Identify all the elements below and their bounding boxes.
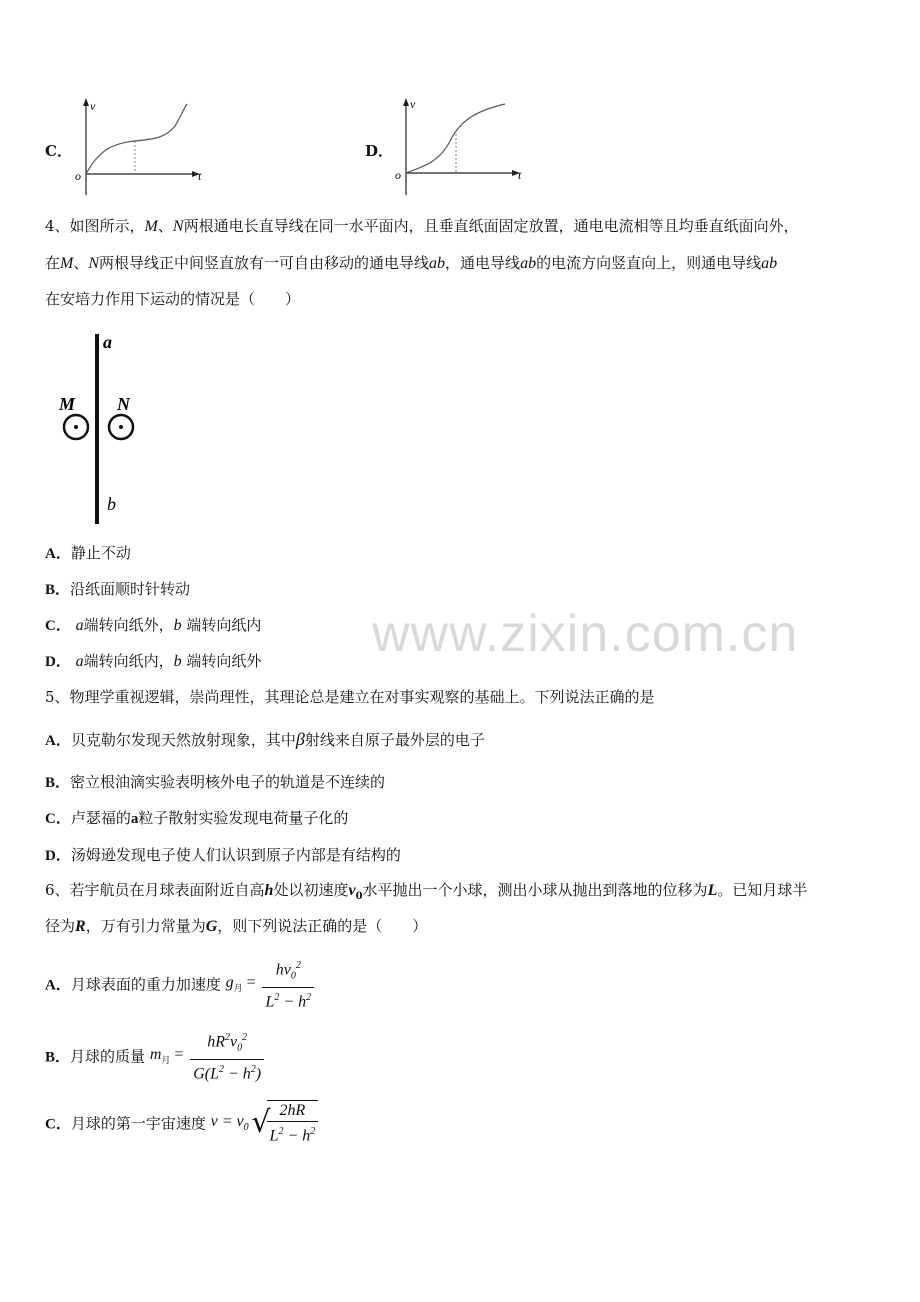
q4-option-d: D． a端转向纸内，b 端转向纸外: [45, 652, 262, 670]
formula-m-fraction: $\frac{hR^2v_0^2}{G(L^2 - h^2)}$: [190, 1028, 264, 1084]
graph-d-label: D．: [365, 142, 394, 160]
q5-option-a: A．贝克勒尔发现天然放射现象，其中β射线来自原子最外层的电子: [45, 729, 485, 749]
graph-c-v-label: v: [90, 99, 96, 113]
graph-d-t-label: t: [518, 168, 522, 182]
fig-label-a: a: [103, 332, 112, 352]
wire-n-dot: [119, 425, 123, 429]
q6-stem-line2: 径为R，万有引力常量为G，则下列说法正确的是（ ）: [45, 917, 428, 935]
graph-d-origin: o: [395, 168, 401, 182]
formula-v-lhs: $v = v_0$: [210, 1113, 249, 1134]
graph-c-label: C．: [45, 142, 72, 160]
formula-g-moon: $g_月$ =: [225, 973, 256, 994]
q5-option-c: C．卢瑟福的a粒子散射实验发现电荷量子化的: [45, 809, 349, 827]
wire-m-dot: [74, 425, 78, 429]
formula-m-moon: $m_月$ =: [149, 1045, 184, 1066]
q5-option-b: B．密立根油滴实验表明核外电子的轨道是不连续的: [45, 773, 386, 791]
fig-label-n: N: [117, 394, 130, 414]
graph-c-origin: o: [75, 169, 81, 183]
q6-option-b: B．月球的质量 $m_月$ = $\frac{hR^2v_0^2}{G(L^2 - h^2)}$: [45, 1028, 264, 1084]
q5-option-d: D．汤姆逊发现电子使人们认识到原子内部是有结构的: [45, 846, 401, 864]
fig-label-b: b: [107, 494, 116, 514]
q4-figure: [55, 330, 155, 530]
graph-d: [390, 96, 530, 196]
formula-v-fraction: $\frac{2hR}{L^2 - h^2}$: [267, 1100, 319, 1146]
formula-g-fraction: $\frac{hv_0^2}{L^2 - h^2}$: [262, 956, 314, 1012]
q4-stem-line3: 在安培力作用下运动的情况是（ ）: [45, 290, 301, 308]
q6-option-a: A．月球表面的重力加速度 $g_月$ = $\frac{hv_0^2}{L^2 - h^2}$: [45, 956, 314, 1012]
q4-option-c: C． a端转向纸外，b 端转向纸内: [45, 616, 262, 634]
q4-option-b: B．沿纸面顺时针转动: [45, 580, 191, 598]
q6-stem-line1: 6、若宇航员在月球表面附近自高h处以初速度$v_0$水平抛出一个小球，测出小球从抛出到落地的位移为L。已知月球半: [45, 881, 808, 902]
graph-c: [70, 98, 210, 198]
q4-stem-line1: 4、如图所示，M、N两根通电长直导线在同一水平面内，且垂直纸面固定放置，通电电流相等且均垂直纸面向外，: [45, 217, 799, 235]
q6-option-c: C．月球的第一宇宙速度 $v = v_0$ √ $\frac{2hR}{L^2 - h^2}$: [45, 1100, 318, 1146]
sqrt-sign: √: [251, 1105, 271, 1141]
q5-stem: 5、物理学重视逻辑，崇尚理性，其理论总是建立在对事实观察的基础上。下列说法正确的是: [45, 688, 655, 706]
q4-stem-line2: 在M、N两根导线正中间竖直放有一可自由移动的通电导线ab，通电导线ab的电流方向竖直向上，则通电导线ab: [45, 254, 778, 272]
q4-option-a: A．静止不动: [45, 544, 131, 562]
graph-d-v-label: v: [410, 97, 416, 111]
fig-label-m: M: [59, 394, 76, 414]
graph-c-t-label: t: [198, 169, 202, 183]
watermark: www.zixin.com.cn: [372, 605, 799, 663]
